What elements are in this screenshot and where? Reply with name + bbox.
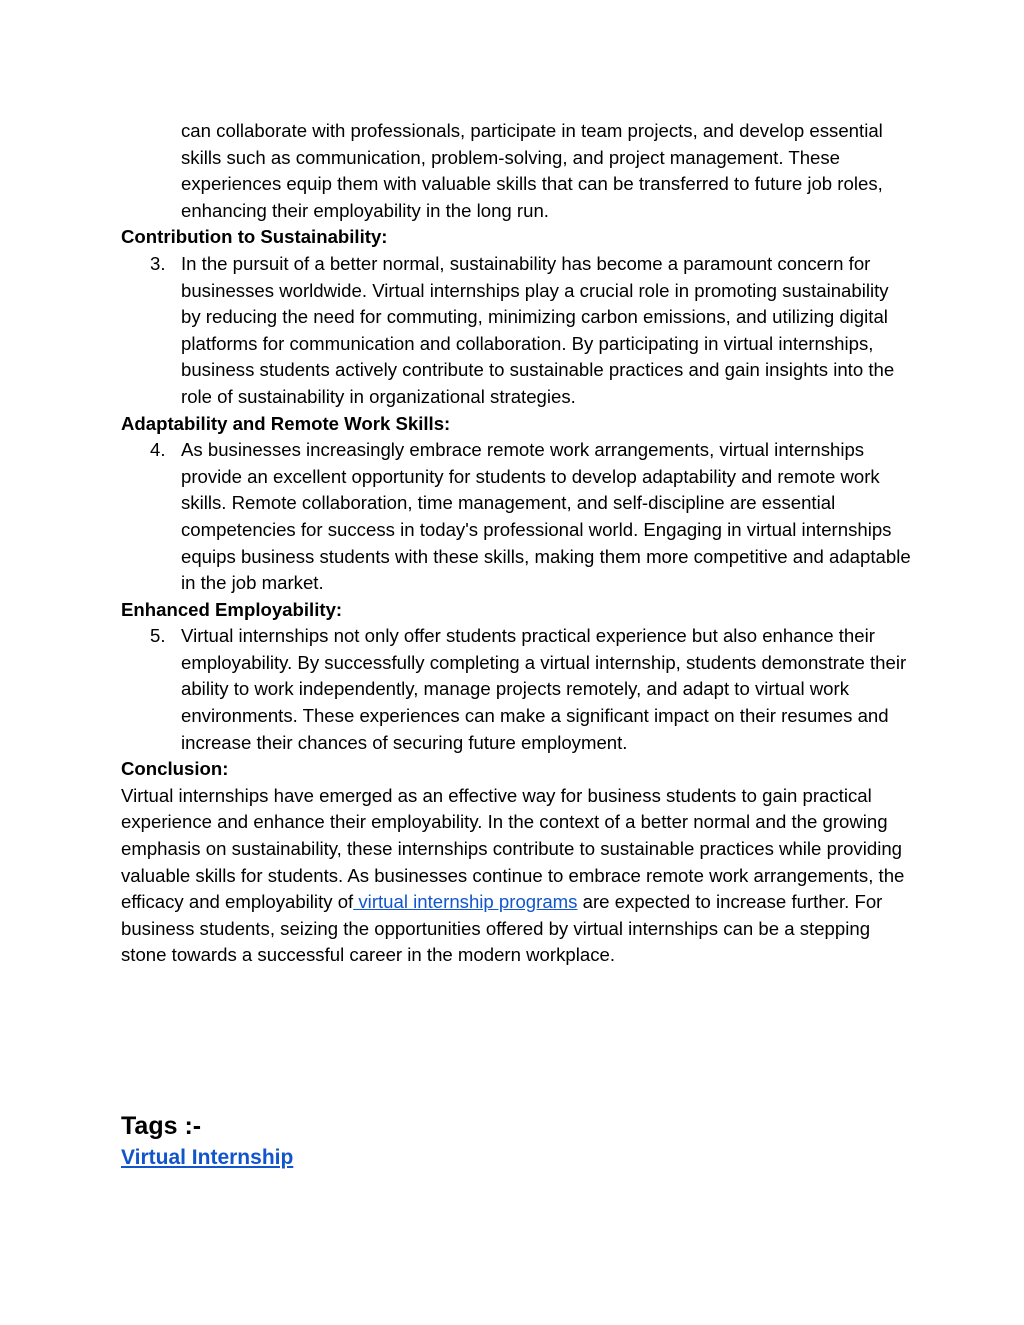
list-item-text: In the pursuit of a better normal, sustainability has become a paramount concern for businesses worldwide. Virtual internships play a crucial role in promoting sustainability by reducing the need for commuting, minimizing carbon emissions, and utilizing digital platforms for communication and collaboration. By participating in virtual internships, business students actively contribute to sustainable practices and gain insights into the role of sustainability in organizational strategies. <box>181 252 895 407</box>
list-item-continuation: can collaborate with professionals, participate in team projects, and develop essential skills such as communication, problem-solving, and project management. These experiences equip them with valuable skills that can be transferred to future job roles, enhancing their employability in the long run. <box>181 120 883 221</box>
conclusion-paragraph <box>121 783 911 969</box>
list-number: 3. <box>150 252 166 274</box>
section-heading-sustainability: Contribution to Sustainability: <box>121 226 388 248</box>
article-body <box>121 118 911 969</box>
tags-heading: Tags :- <box>121 1112 202 1140</box>
list-number: 5. <box>150 625 166 647</box>
virtual-internship-programs-link[interactable]: virtual internship programs <box>353 891 578 913</box>
list-item-text: Virtual internships not only offer students practical experience but also enhance their employability. By successfully completing a virtual internship, students demonstrate their ability to work independently, manage projects remotely, and adapt to virtual work environments. These experiences can make a significant impact on their resumes and increase their chances of securing future employment. <box>181 625 907 753</box>
tag-link-virtual-internship[interactable]: Virtual Internship <box>121 1146 294 1169</box>
list-item-4 <box>121 437 911 597</box>
conclusion-text-after: are expected to increase further. For business students, seizing the opportunities offered by virtual internships can be a stepping stone towards a successful career in the modern workplace. <box>121 891 883 966</box>
list-item-3 <box>121 251 911 411</box>
section-heading-adaptability: Adaptability and Remote Work Skills: <box>121 412 451 434</box>
section-heading-employability: Enhanced Employability: <box>121 598 343 620</box>
conclusion-text-before: Virtual internships have emerged as an effective way for business students to gain practical experience and enhance their employability. In the context of a better normal and the growing emphasis on sustainability, these internships contribute to sustainable practices while providing valuable skills for students. As businesses continue to embrace remote work arrangements, the efficacy and employability of <box>121 784 905 913</box>
list-item-5 <box>121 623 911 756</box>
list-number: 4. <box>150 439 166 461</box>
list-item-text: As businesses increasingly embrace remote work arrangements, virtual internships provide an excellent opportunity for students to develop adaptability and remote work skills. Remote collaboration, time management, and self-discipline are essential competencies for success in today's professional world. Engaging in virtual internships equips business students with these skills, making them more competitive and adaptable in the job market. <box>181 439 911 594</box>
section-heading-conclusion: Conclusion: <box>121 758 229 780</box>
